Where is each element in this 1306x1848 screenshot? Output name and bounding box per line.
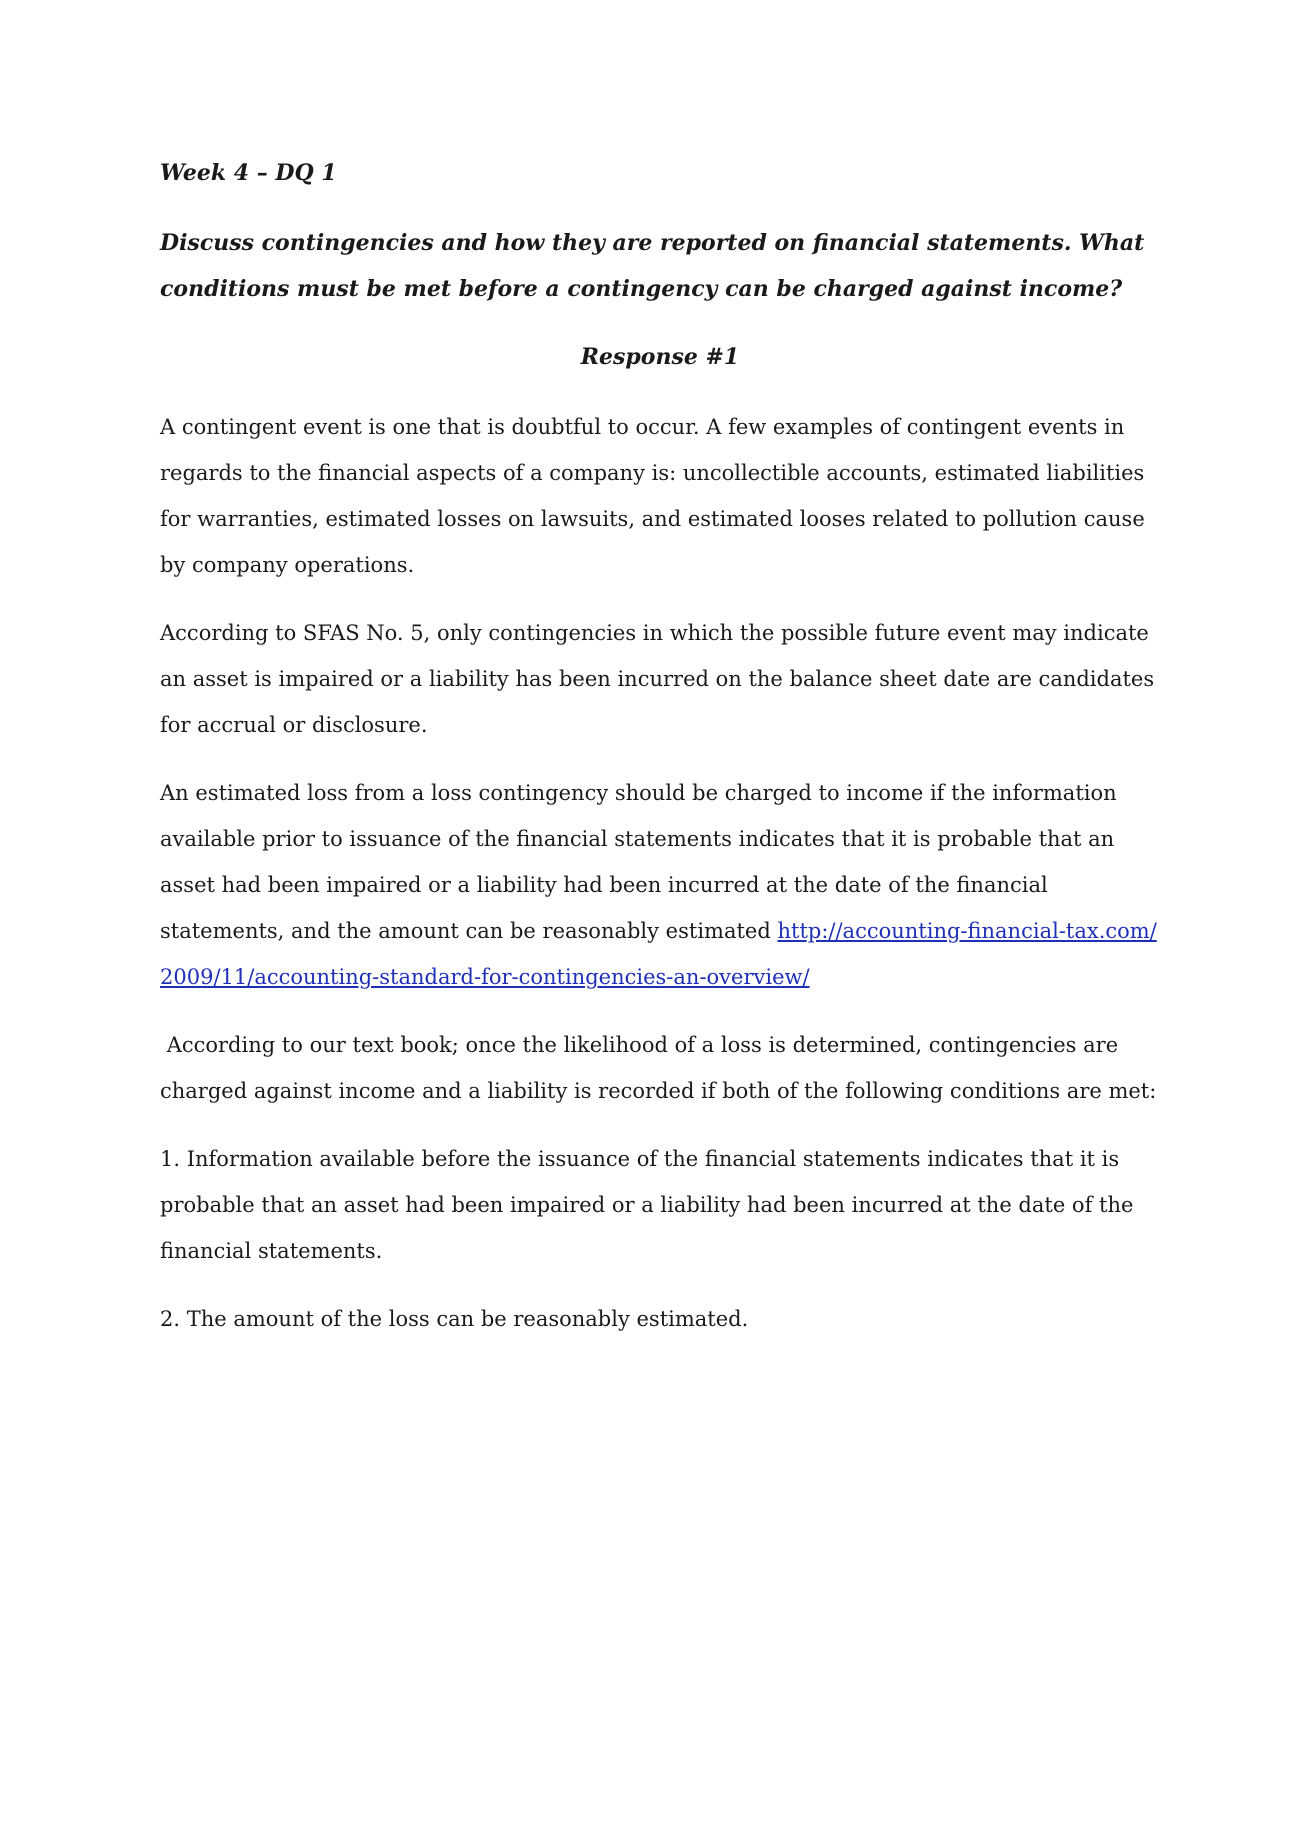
paragraph-estimated-loss-text: An estimated loss from a loss contingency should be charged to income if the information available prior to issuance of the financial statements indicates that it is probable that an asset had been impaired or a liability had been incurred at the date of the financial statements, and the amount can be reasonably estimated bbox=[160, 781, 1117, 943]
discussion-question: Discuss contingencies and how they are reported on financial statements. What conditions must be met before a contingency can be charged against income? bbox=[160, 230, 1145, 302]
paragraph-text-book: According to our text book; once the likelihood of a loss is determined, contingencies are charged against income and a liability is recorded if both of the following conditions are met: bbox=[160, 1033, 1157, 1103]
paragraph-estimated-loss bbox=[160, 770, 1160, 1000]
condition-2: 2. The amount of the loss can be reasonably estimated. bbox=[160, 1307, 749, 1331]
paragraph-sfas: According to SFAS No. 5, only contingencies in which the possible future event may indicate an asset is impaired or a liability has been incurred on the balance sheet date are candidates for accrual or disclosure. bbox=[160, 621, 1155, 737]
condition-1: 1. Information available before the issuance of the financial statements indicates that it is probable that an asset had been impaired or a liability had been incurred at the date of the financial statements. bbox=[160, 1147, 1134, 1263]
response-title: Response #1 bbox=[580, 344, 740, 370]
week-title: Week 4 – DQ 1 bbox=[160, 160, 337, 186]
paragraph-contingent-event: A contingent event is one that is doubtful to occur. A few examples of contingent events in regards to the financial aspects of a company is: uncollectible accounts, estimated liabilities for warranties, estimated losses on lawsuits, and estimated looses related to pollution cause by company operations. bbox=[160, 415, 1145, 577]
reference-link[interactable]: http://accounting-financial-tax.com/2009/11/accounting-standard-for-contingencies-an-overview/ bbox=[160, 919, 1157, 989]
document-page bbox=[160, 150, 1160, 1364]
